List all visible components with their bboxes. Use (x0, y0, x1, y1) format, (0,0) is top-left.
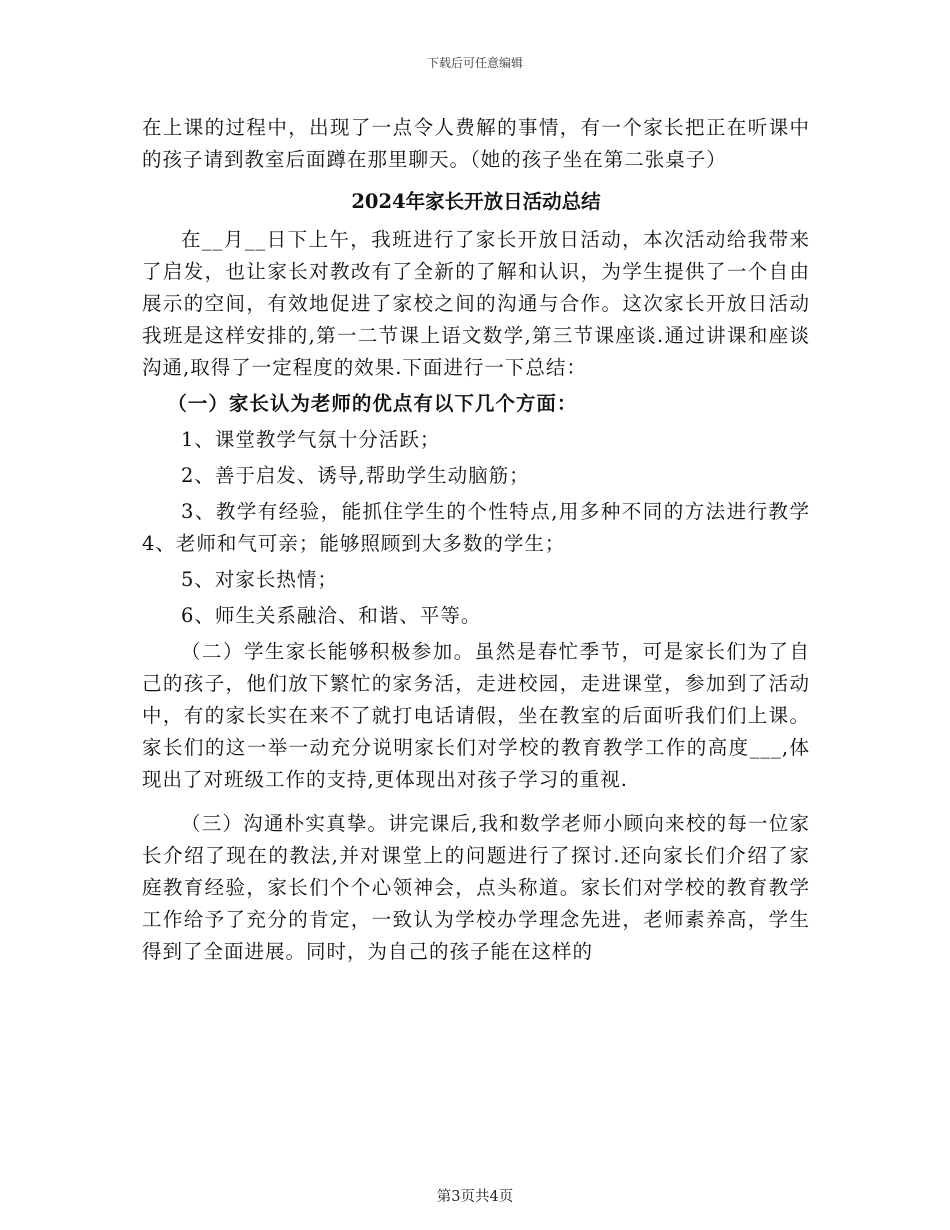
list-item: 5、对家长热情； (181, 568, 338, 591)
list-item: 2、善于启发、诱导,帮助学生动脑筋； (181, 464, 530, 487)
list-item: 1、课堂教学气氛十分活跃； (181, 428, 441, 451)
intro-paragraph: 在上课的过程中，出现了一点令人费解的事情，有一个家长把正在听课中的孩子请到教室后面蹲在那里聊天。（她的孩子坐在第二张桌子） (142, 116, 810, 171)
section-3-paragraph: （三）沟通朴实真挚。讲完课后,我和数学老师小顾向来校的每一位家长介绍了现在的教法,并对课堂上的问题进行了探讨.还向家长们介绍了家庭教育经验，家长们个个心领神会，点头称道。家长们对学校的教育教学工作给予了充分的肯定，一致认为学校办学理念先进，老师素养高，学生得到了全面进展。同时，为自己的孩子能在这样的 (142, 812, 810, 963)
opening-paragraph: 在__月__日下上午，我班进行了家长开放日活动，本次活动给我带来了启发，也让家长对教改有了全新的了解和认识，为学生提供了一个自由展示的空间，有效地促进了家校之间的沟通与合作。这次家长开放日活动我班是这样安排的,第一二节课上语文数学,第三节课座谈.通过讲课和座谈沟通,取得了一定程度的效果.下面进行一下总结： (142, 228, 810, 379)
page-number: 第3页共4页 (436, 1189, 514, 1205)
section-2-paragraph: （二）学生家长能够积极参加。虽然是春忙季节，可是家长们为了自己的孩子，他们放下繁忙的家务活，走进校园，走进课堂，参加到了活动中，有的家长实在来不了就打电话请假，坐在教室的后面听我们们上课。家长们的这一举一动充分说明家长们对学校的教育教学工作的高度___,体现出了对班级工作的支持,更体现出对孩子学习的重视. (142, 640, 810, 791)
list-item: 3、教学有经验，能抓住学生的个性特点,用多种不同的方法进行教学4、老师和气可亲；能够照顾到大多数的学生； (142, 500, 810, 555)
list-item: 6、师生关系融洽、和谐、平等。 (181, 604, 482, 627)
section-1-heading: （一）家长认为老师的优点有以下几个方面： (167, 392, 578, 415)
document-body (142, 112, 810, 972)
page-header-note: 下载后可任意编辑 (426, 56, 523, 70)
document-title: 2024年家长开放日活动总结 (351, 190, 601, 213)
